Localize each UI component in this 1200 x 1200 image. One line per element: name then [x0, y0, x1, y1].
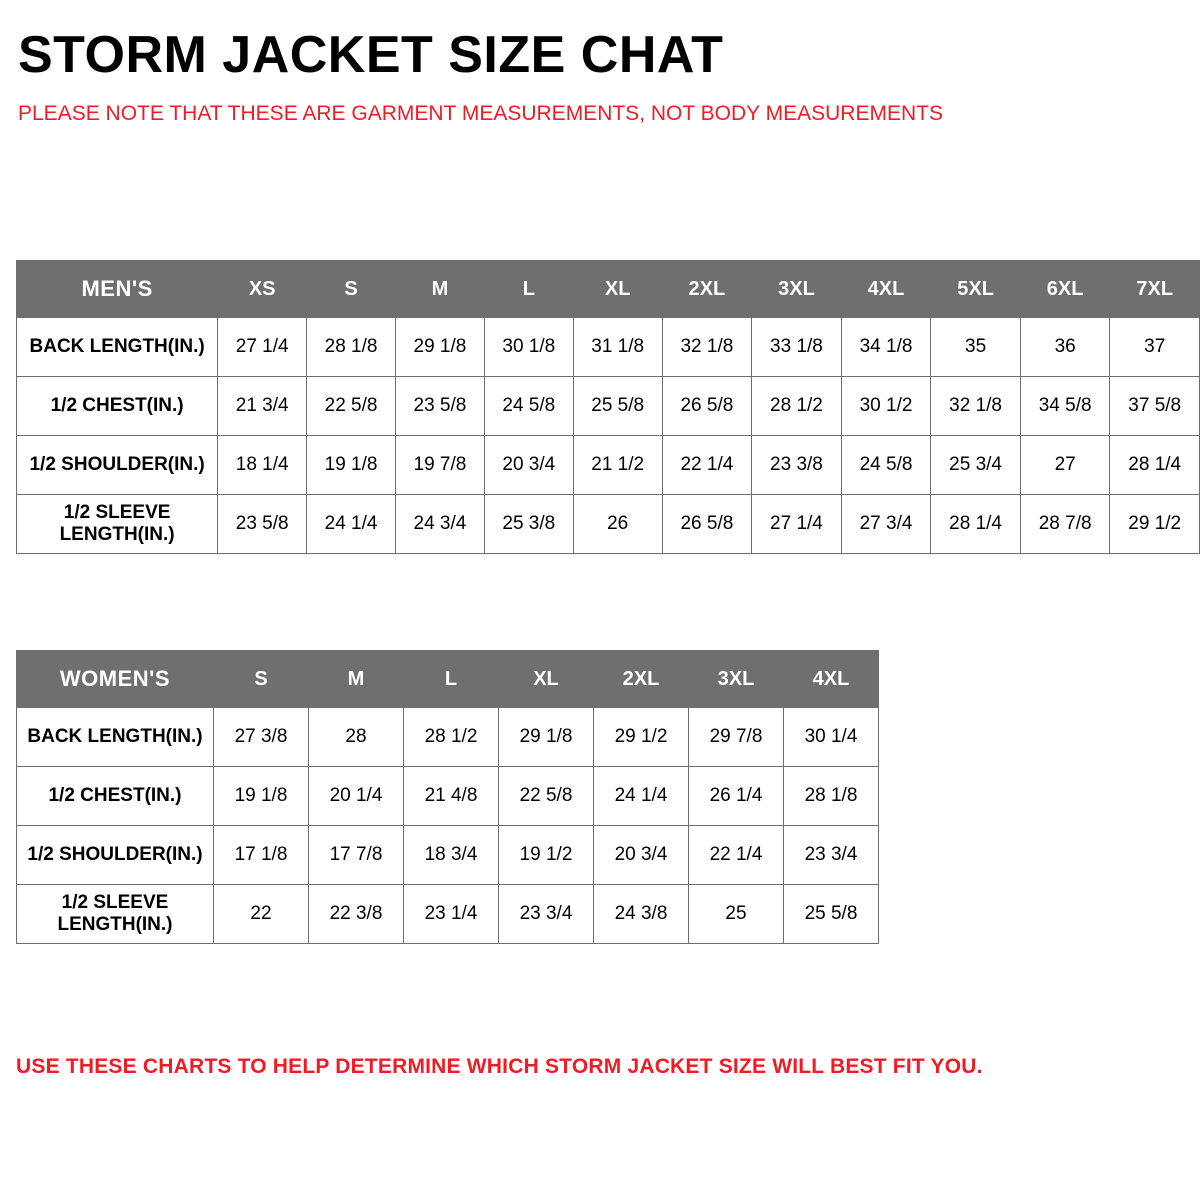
womens-cell: 28 1/2 [404, 708, 499, 767]
mens-cell: 32 1/8 [931, 377, 1021, 436]
mens-cell: 29 1/8 [395, 318, 484, 377]
mens-cell: 24 5/8 [841, 436, 931, 495]
table-row [17, 708, 879, 767]
mens-header-row [17, 261, 1200, 318]
womens-cell: 24 3/8 [594, 885, 689, 944]
womens-size-header-3xl: 3XL [689, 651, 784, 708]
womens-cell: 25 [689, 885, 784, 944]
womens-cell: 25 5/8 [784, 885, 879, 944]
mens-cell: 19 7/8 [395, 436, 484, 495]
womens-cell: 28 1/8 [784, 767, 879, 826]
womens-cell: 26 1/4 [689, 767, 784, 826]
mens-size-table [16, 260, 1200, 554]
mens-cell: 24 3/4 [395, 495, 484, 554]
mens-cell: 33 1/8 [752, 318, 842, 377]
womens-cell: 21 4/8 [404, 767, 499, 826]
mens-cell: 26 5/8 [662, 377, 752, 436]
mens-cell: 31 1/8 [573, 318, 662, 377]
mens-cell: 28 1/4 [1110, 436, 1200, 495]
mens-cell: 32 1/8 [662, 318, 752, 377]
mens-cell: 28 1/4 [931, 495, 1021, 554]
mens-cell: 24 5/8 [484, 377, 573, 436]
mens-cell: 34 1/8 [841, 318, 931, 377]
womens-cell: 23 3/4 [499, 885, 594, 944]
mens-cell: 30 1/8 [484, 318, 573, 377]
mens-row-label: 1/2 SLEEVE LENGTH(IN.) [17, 495, 218, 554]
top-note: PLEASE NOTE THAT THESE ARE GARMENT MEASUREMENTS, NOT BODY MEASUREMENTS [18, 101, 943, 125]
mens-cell: 20 3/4 [484, 436, 573, 495]
womens-cell: 20 3/4 [594, 826, 689, 885]
mens-cell: 30 1/2 [841, 377, 931, 436]
mens-size-header-xs: XS [218, 261, 307, 318]
mens-size-header-s: S [307, 261, 396, 318]
mens-cell: 26 5/8 [662, 495, 752, 554]
mens-cell: 37 [1110, 318, 1200, 377]
womens-cell: 19 1/2 [499, 826, 594, 885]
mens-cell: 28 1/2 [752, 377, 842, 436]
mens-cell: 36 [1020, 318, 1110, 377]
womens-row-label: BACK LENGTH(IN.) [17, 708, 214, 767]
mens-cell: 34 5/8 [1020, 377, 1110, 436]
mens-cell: 18 1/4 [218, 436, 307, 495]
womens-size-header-s: S [214, 651, 309, 708]
womens-cell: 28 [309, 708, 404, 767]
table-row [17, 495, 1200, 554]
womens-size-header-4xl: 4XL [784, 651, 879, 708]
mens-cell: 27 3/4 [841, 495, 931, 554]
mens-cell: 25 3/8 [484, 495, 573, 554]
mens-corner-label: MEN'S [17, 261, 218, 318]
womens-cell: 20 1/4 [309, 767, 404, 826]
mens-cell: 27 1/4 [752, 495, 842, 554]
womens-cell: 17 1/8 [214, 826, 309, 885]
womens-cell: 22 3/8 [309, 885, 404, 944]
womens-size-header-2xl: 2XL [594, 651, 689, 708]
womens-size-header-m: M [309, 651, 404, 708]
womens-row-label: 1/2 CHEST(IN.) [17, 767, 214, 826]
womens-cell: 18 3/4 [404, 826, 499, 885]
table-row [17, 318, 1200, 377]
mens-cell: 24 1/4 [307, 495, 396, 554]
womens-cell: 30 1/4 [784, 708, 879, 767]
womens-cell: 23 3/4 [784, 826, 879, 885]
mens-cell: 27 1/4 [218, 318, 307, 377]
womens-size-header-l: L [404, 651, 499, 708]
womens-cell: 17 7/8 [309, 826, 404, 885]
page-title: STORM JACKET SIZE CHAT [18, 26, 724, 84]
womens-row-label: 1/2 SHOULDER(IN.) [17, 826, 214, 885]
mens-size-header-7xl: 7XL [1110, 261, 1200, 318]
womens-cell: 23 1/4 [404, 885, 499, 944]
mens-cell: 25 5/8 [573, 377, 662, 436]
mens-size-header-3xl: 3XL [752, 261, 842, 318]
table-row [17, 436, 1200, 495]
womens-cell: 27 3/8 [214, 708, 309, 767]
mens-cell: 21 1/2 [573, 436, 662, 495]
womens-cell: 29 1/2 [594, 708, 689, 767]
womens-row-label: 1/2 SLEEVE LENGTH(IN.) [17, 885, 214, 944]
womens-cell: 22 5/8 [499, 767, 594, 826]
womens-cell: 22 1/4 [689, 826, 784, 885]
mens-size-header-5xl: 5XL [931, 261, 1021, 318]
womens-size-header-xl: XL [499, 651, 594, 708]
womens-cell: 22 [214, 885, 309, 944]
mens-cell: 28 1/8 [307, 318, 396, 377]
bottom-note: USE THESE CHARTS TO HELP DETERMINE WHICH STORM JACKET SIZE WILL BEST FIT YOU. [16, 1055, 983, 1078]
mens-cell: 19 1/8 [307, 436, 396, 495]
womens-size-table [16, 650, 879, 944]
table-row [17, 377, 1200, 436]
mens-cell: 21 3/4 [218, 377, 307, 436]
mens-cell: 29 1/2 [1110, 495, 1200, 554]
womens-cell: 19 1/8 [214, 767, 309, 826]
mens-size-header-2xl: 2XL [662, 261, 752, 318]
mens-size-header-l: L [484, 261, 573, 318]
table-row [17, 826, 879, 885]
mens-row-label: 1/2 SHOULDER(IN.) [17, 436, 218, 495]
womens-cell: 29 1/8 [499, 708, 594, 767]
mens-cell: 23 3/8 [752, 436, 842, 495]
womens-cell: 29 7/8 [689, 708, 784, 767]
womens-size-table-container [16, 650, 879, 944]
womens-header-row [17, 651, 879, 708]
mens-cell: 23 5/8 [218, 495, 307, 554]
mens-cell: 35 [931, 318, 1021, 377]
womens-cell: 24 1/4 [594, 767, 689, 826]
mens-size-header-m: M [395, 261, 484, 318]
mens-cell: 37 5/8 [1110, 377, 1200, 436]
mens-row-label: BACK LENGTH(IN.) [17, 318, 218, 377]
mens-size-header-xl: XL [573, 261, 662, 318]
table-row [17, 767, 879, 826]
mens-row-label: 1/2 CHEST(IN.) [17, 377, 218, 436]
mens-cell: 25 3/4 [931, 436, 1021, 495]
mens-size-table-container [16, 260, 1200, 554]
mens-cell: 27 [1020, 436, 1110, 495]
mens-cell: 22 1/4 [662, 436, 752, 495]
table-row [17, 885, 879, 944]
mens-cell: 26 [573, 495, 662, 554]
mens-cell: 28 7/8 [1020, 495, 1110, 554]
mens-cell: 22 5/8 [307, 377, 396, 436]
mens-size-header-6xl: 6XL [1020, 261, 1110, 318]
mens-size-header-4xl: 4XL [841, 261, 931, 318]
mens-cell: 23 5/8 [395, 377, 484, 436]
womens-corner-label: WOMEN'S [17, 651, 214, 708]
